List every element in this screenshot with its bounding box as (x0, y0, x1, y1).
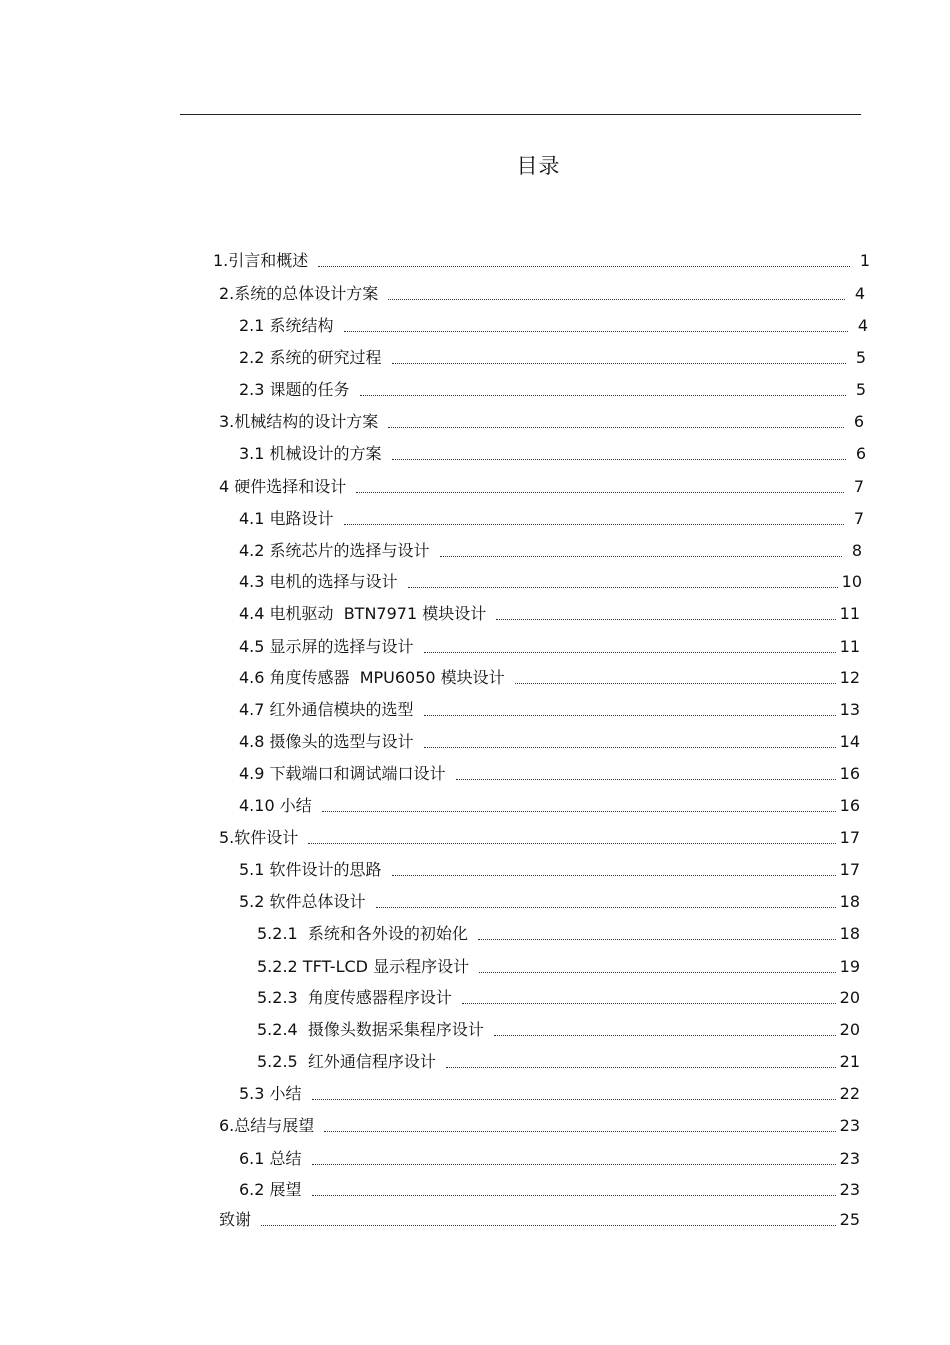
toc-entry-page: 5 (855, 380, 866, 399)
toc-entry-label: 6.1 总结 (239, 1149, 302, 1168)
toc-entry[interactable] (257, 1019, 860, 1041)
toc-entry-label: 5.2.2 TFT-LCD 显示程序设计 (257, 957, 470, 976)
toc-entry[interactable] (239, 508, 864, 530)
dot-leader (308, 843, 835, 844)
toc-entry[interactable] (239, 347, 866, 369)
toc-entry-page: 13 (839, 700, 860, 719)
toc-entry[interactable] (239, 891, 860, 913)
toc-entry[interactable] (219, 1115, 860, 1137)
toc-entry-label: 4.6 角度传感器 MPU6050 模块设计 (239, 668, 505, 687)
toc-entry-page: 21 (839, 1052, 860, 1071)
toc-entry[interactable] (239, 443, 866, 465)
toc-entry-label: 5.3 小结 (239, 1084, 302, 1103)
toc-entry-label: 3.机械结构的设计方案 (219, 412, 379, 431)
toc-entry-page: 11 (839, 604, 860, 623)
toc-entry-label: 4.10 小结 (239, 796, 312, 815)
toc-entry[interactable] (239, 859, 860, 881)
toc-entry-page: 23 (839, 1149, 860, 1168)
toc-entry-page: 14 (839, 732, 860, 751)
toc-entry-label: 6.2 展望 (239, 1180, 302, 1199)
toc-entry-label: 4 硬件选择和设计 (219, 477, 347, 496)
toc-entry-page: 1 (859, 251, 870, 270)
dot-leader (496, 619, 835, 620)
toc-entry-label: 4.9 下载端口和调试端口设计 (239, 764, 446, 783)
toc-entry-label: 5.2.1 系统和各外设的初始化 (257, 924, 468, 943)
toc-entry[interactable] (219, 1209, 860, 1231)
toc-entry-label: 2.系统的总体设计方案 (219, 284, 379, 303)
toc-entry-page: 22 (839, 1084, 860, 1103)
toc-entry-page: 23 (839, 1180, 860, 1199)
toc-entry[interactable] (219, 827, 860, 849)
toc-entry[interactable] (239, 699, 860, 721)
toc-entry[interactable] (239, 603, 860, 625)
dot-leader (318, 266, 850, 267)
dot-leader (322, 811, 836, 812)
toc-entry-page: 4 (854, 284, 865, 303)
toc-entry-page: 18 (839, 892, 860, 911)
dot-leader (388, 427, 844, 428)
toc-entry-page: 7 (853, 509, 864, 528)
toc-entry[interactable] (219, 411, 864, 433)
toc-entry[interactable] (257, 956, 860, 978)
toc-entry-page: 5 (855, 348, 866, 367)
toc-entry-page: 16 (839, 796, 860, 815)
toc-entry[interactable] (239, 571, 862, 593)
dot-leader (515, 683, 836, 684)
dot-leader (392, 363, 846, 364)
dot-leader (424, 652, 836, 653)
toc-entry[interactable] (257, 987, 860, 1009)
dot-leader (440, 556, 842, 557)
toc-entry-page: 8 (851, 541, 862, 560)
toc-entry[interactable] (239, 667, 860, 689)
dot-leader (312, 1195, 836, 1196)
dot-leader (446, 1067, 836, 1068)
dot-leader (424, 715, 836, 716)
toc-entry-page: 4 (857, 316, 868, 335)
toc-entry-label: 6.总结与展望 (219, 1116, 315, 1135)
toc-entry[interactable] (239, 315, 868, 337)
toc-entry-page: 10 (841, 572, 862, 591)
toc-entry[interactable] (219, 476, 864, 498)
dot-leader (478, 939, 836, 940)
toc-entry-page: 12 (839, 668, 860, 687)
toc-entry-label: 5.2.3 角度传感器程序设计 (257, 988, 452, 1007)
toc-entry-label: 2.2 系统的研究过程 (239, 348, 382, 367)
toc-entry-page: 23 (839, 1116, 860, 1135)
toc-entry[interactable] (219, 283, 865, 305)
toc-entry[interactable] (239, 1083, 860, 1105)
toc-entry-label: 5.2 软件总体设计 (239, 892, 366, 911)
dot-leader (456, 779, 836, 780)
toc-entry-page: 7 (853, 477, 864, 496)
dot-leader (494, 1035, 836, 1036)
toc-entry-label: 1.引言和概述 (213, 251, 309, 270)
toc-entry-page: 20 (839, 988, 860, 1007)
toc-entry-page: 16 (839, 764, 860, 783)
toc-entry-page: 18 (839, 924, 860, 943)
dot-leader (344, 524, 844, 525)
toc-entry-page: 25 (839, 1210, 860, 1229)
toc-entry-label: 4.3 电机的选择与设计 (239, 572, 398, 591)
dot-leader (356, 492, 844, 493)
toc-entry-label: 4.7 红外通信模块的选型 (239, 700, 414, 719)
toc-entry-page: 6 (853, 412, 864, 431)
toc-entry[interactable] (239, 731, 860, 753)
toc-entry[interactable] (239, 1179, 860, 1201)
toc-entry[interactable] (239, 379, 866, 401)
dot-leader (392, 459, 846, 460)
toc-entry[interactable] (257, 923, 860, 945)
toc-entry-page: 19 (839, 957, 860, 976)
toc-entry-page: 20 (839, 1020, 860, 1039)
toc-entry-label: 4.5 显示屏的选择与设计 (239, 637, 414, 656)
dot-leader (261, 1225, 836, 1226)
toc-entry-page: 6 (855, 444, 866, 463)
toc-entry-label: 5.软件设计 (219, 828, 299, 847)
toc-entry-label: 4.8 摄像头的选型与设计 (239, 732, 414, 751)
toc-entry-label: 2.1 系统结构 (239, 316, 334, 335)
toc-entry-label: 致谢 (219, 1210, 252, 1229)
toc-entry[interactable] (213, 250, 870, 272)
toc-entry-label: 4.1 电路设计 (239, 509, 334, 528)
dot-leader (479, 972, 836, 973)
toc-entry[interactable] (257, 1051, 860, 1073)
dot-leader (360, 395, 846, 396)
page-title: 目录 (516, 154, 561, 178)
dot-leader (424, 747, 836, 748)
toc-entry-label: 5.2.5 红外通信程序设计 (257, 1052, 436, 1071)
dot-leader (312, 1099, 836, 1100)
dot-leader (344, 331, 848, 332)
toc-entry-label: 2.3 课题的任务 (239, 380, 350, 399)
toc-entry-page: 17 (839, 860, 860, 879)
dot-leader (408, 587, 838, 588)
toc-entry-page: 11 (839, 637, 860, 656)
toc-entry[interactable] (239, 1148, 860, 1170)
toc-entry[interactable] (239, 795, 860, 817)
toc-entry-label: 4.4 电机驱动 BTN7971 模块设计 (239, 604, 487, 623)
toc-entry[interactable] (239, 763, 860, 785)
dot-leader (392, 875, 836, 876)
dot-leader (376, 907, 836, 908)
toc-entry-label: 3.1 机械设计的方案 (239, 444, 382, 463)
dot-leader (324, 1131, 835, 1132)
toc-entry[interactable] (239, 636, 860, 658)
dot-leader (312, 1164, 836, 1165)
dot-leader (388, 299, 845, 300)
toc-entry-label: 5.2.4 摄像头数据采集程序设计 (257, 1020, 484, 1039)
toc-entry-page: 17 (839, 828, 860, 847)
toc-entry[interactable] (239, 540, 862, 562)
toc-entry-label: 4.2 系统芯片的选择与设计 (239, 541, 430, 560)
dot-leader (462, 1003, 836, 1004)
toc-entry-label: 5.1 软件设计的思路 (239, 860, 382, 879)
